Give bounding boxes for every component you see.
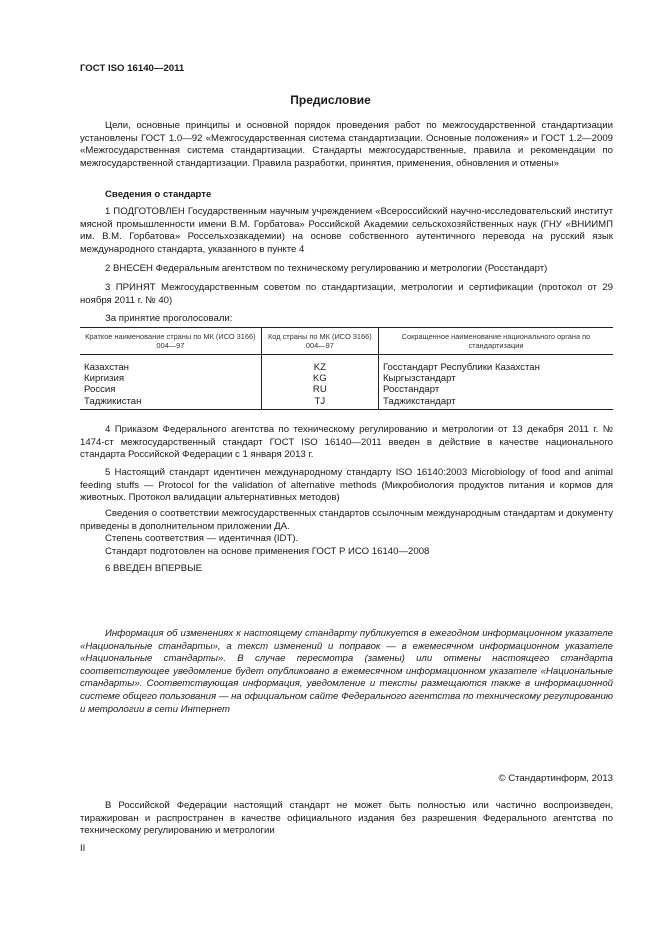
vote-caption: За принятие проголосовали: [105,313,233,324]
code-cell: KZ [261,355,378,374]
authority-cell: Госстандарт Республики Казахстан [378,355,613,374]
item-1-paragraph: 1 ПОДГОТОВЛЕН Государственным научным учреждением «Всероссийский научно-исследовательский институт мясной промышленности имени В.М. Горбатова» Российской Академии сельскохозяйственных наук (ГНУ «ВНИИМП им. В.М. Горбатова» Россельхозакадемии) на основе собственного аутентичного перевода на русский язык международного стандарта, указанного в пункте 4 [80,206,613,255]
page-title: Предисловие [290,93,371,107]
document-code-header: ГОСТ ISO 16140—2011 [80,63,185,74]
table-row [80,355,613,374]
column-header-country: Краткое наименование страны по МК (ИСО 3166) 004—97 [80,328,261,355]
code-cell: TJ [261,396,378,410]
intro-paragraph: Цели, основные принципы и основной порядок проведения работ по межгосударственной стандартизации установлены ГОСТ 1.0—92 «Межгосударственная система стандартизации. Основные положения» и ГОСТ 1.2—2009 «Межгосударственная система стандартизации. Стандарты межгосударственные, правила и рекомендации по межгосударственной стандартизации. Правила разработки, принятия, применения, обновления и отмены» [80,120,613,169]
conformity-degree: Степень соответствия — идентичная (IDT). [105,533,299,544]
copyright: © Стандартинформ, 2013 [498,773,613,784]
table-row [80,384,613,395]
country-cell: Таджикистан [80,396,261,410]
code-cell: RU [261,384,378,395]
column-header-code: Код страны по МК (ИСО 3166) 004—97 [261,328,378,355]
voting-table [80,327,613,410]
authority-cell: Таджикстандарт [378,396,613,410]
authority-cell: Росстандарт [378,384,613,395]
country-cell: Казахстан [84,362,129,373]
table-row [80,396,613,410]
code-cell: KG [261,373,378,384]
information-notice: Информация об изменениях к настоящему стандарту публикуется в ежегодном информационном указателе «Национальные стандарты», а текст изменений и поправок — в ежемесячном информационном указателе «Национальные стандарты». В случае пересмотра (замены) или отмены настоящего стандарта соответствующее уведомление будет опубликовано в ежемесячном информационном указателе «Национальные стандарты». Соответствующая информация, уведомление и тексты размещаются также в информационной системе общего пользования — на официальном сайте Федерального агентства по техническому регулированию и метрологии в сети Интернет [80,628,613,715]
country-cell: Киргизия [84,373,125,385]
item-5-paragraph: 5 Настоящий стандарт идентичен международному стандарту ISO 16140:2003 Microbiology of food and animal feeding stuffs — Protocol for the validation of alternative methods (Микробиология продуктов питания и кормов для животных. Протокол валидации альтернативных методов) [80,467,613,504]
column-header-authority: Сокращенное наименование национального органа по стандартизации [378,328,613,355]
page-number: II [80,843,86,854]
correspondence-paragraph: Сведения о соответствии межгосударственных стандартов ссылочным международным стандартам и документу приведены в дополнительном приложении ДА. [80,508,613,532]
subheading: Сведения о стандарте [105,189,212,200]
item-3-paragraph: 3 ПРИНЯТ Межгосударственным советом по стандартизации, метрологии и сертификации (протокол от 29 ноября 2011 г. № 40) [80,282,613,306]
legal-notice: В Российской Федерации настоящий стандарт не может быть полностью или частично воспроизведен, тиражирован и распространен в качестве официального издания без разрешения Федерального агентства по техническому регулированию и метрологии [80,800,613,837]
table-row [80,373,613,384]
table-header-row [80,328,613,355]
authority-cell: Кыргызстандарт [378,373,613,384]
basis-statement: Стандарт подготовлен на основе применения ГОСТ Р ИСО 16140—2008 [105,546,430,557]
item-2-paragraph: 2 ВНЕСЕН Федеральным агентством по техническому регулированию и метрологии (Росстандарт) [105,263,548,274]
country-cell: Россия [84,384,116,396]
item-4-paragraph: 4 Приказом Федерального агентства по техническому регулированию и метрологии от 13 декабря 2011 г. № 1474-ст межгосударственный стандарт ГОСТ ISO 16140—2011 введен в действие в качестве национального стандарта Российской Федерации с 1 января 2013 г. [80,424,613,461]
item-6-paragraph: 6 ВВЕДЕН ВПЕРВЫЕ [105,563,203,574]
